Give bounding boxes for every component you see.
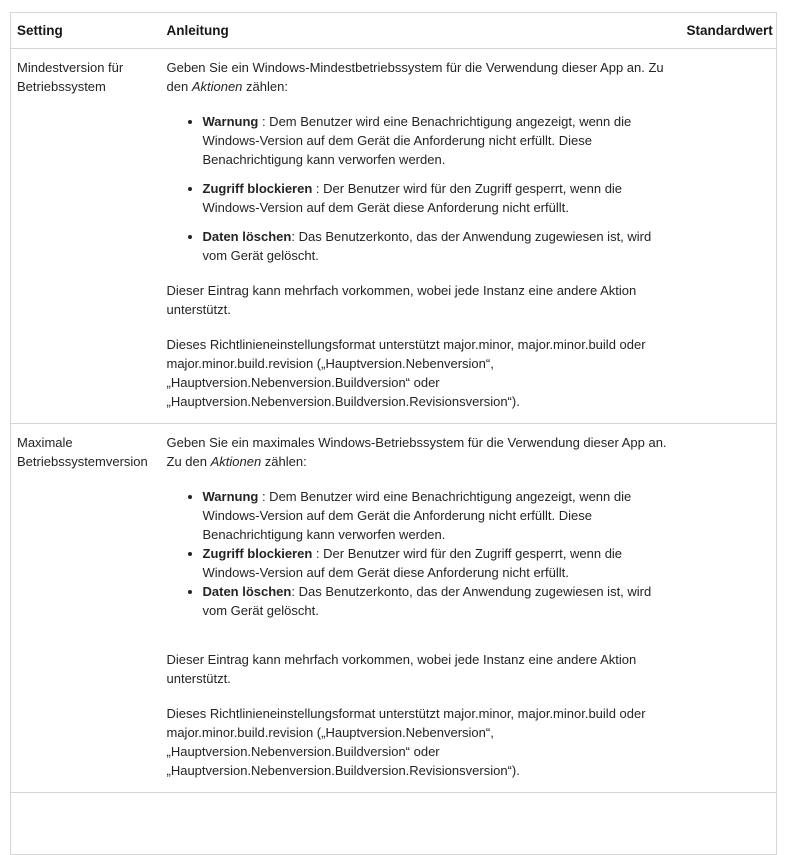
intro-emphasis: Aktionen: [210, 454, 262, 469]
action-description: : Das Benutzerkonto, das der Anwendung zugewiesen ist, wird vom Gerät gelöscht.: [202, 584, 652, 618]
action-label: Daten löschen: [202, 229, 292, 244]
instructions-cell: [161, 424, 681, 793]
column-header-standardwert: Standardwert: [681, 13, 777, 49]
intro-text: Geben Sie ein Windows-Mindestbetriebssystem für die Verwendung dieser App an. Zu den: [166, 60, 664, 94]
intro-text: Geben Sie ein maximales Windows-Betriebssystem für die Verwendung dieser App an. Zu den: [166, 435, 667, 469]
column-header-setting: Setting: [11, 13, 161, 49]
list-item-warnung: [203, 112, 669, 169]
intro-text-end: zählen:: [242, 79, 288, 94]
intro-emphasis: Aktionen: [191, 79, 243, 94]
setting-name: Maximale Betriebssystemversion: [11, 424, 161, 793]
intro-text-end: zählen:: [261, 454, 307, 469]
list-item-warnung: [203, 487, 669, 544]
partial-row-cell: [11, 793, 777, 855]
multiple-instances-paragraph: Dieser Eintrag kann mehrfach vorkommen, wobei jede Instanz eine andere Aktion unterstützt.: [166, 652, 637, 686]
intro-paragraph: [167, 433, 669, 471]
list-item-daten-loeschen: [203, 227, 669, 265]
action-label: Warnung: [202, 114, 259, 129]
format-paragraph: Dieses Richtlinieneinstellungsformat unterstützt major.minor, major.minor.build oder major.minor.build.revision („Hauptversion.Nebenversion“, „Hauptversion.Nebenversion.Buildversion“ oder „Hauptversion.Nebenversion.Buildversion.Revisionsversion“).: [166, 337, 646, 409]
intro-paragraph: [167, 58, 669, 96]
column-header-anleitung: Anleitung: [161, 13, 681, 49]
default-value-cell: [681, 49, 777, 424]
action-label: Daten löschen: [202, 584, 292, 599]
table-header-row: [11, 13, 777, 49]
action-description: : Das Benutzerkonto, das der Anwendung zugewiesen ist, wird vom Gerät gelöscht.: [202, 229, 652, 263]
list-item-zugriff-blockieren: [203, 179, 669, 217]
default-value-cell: [681, 424, 777, 793]
multiple-instances-paragraph: Dieser Eintrag kann mehrfach vorkommen, wobei jede Instanz eine andere Aktion unterstützt.: [166, 283, 637, 317]
action-description: : Der Benutzer wird für den Zugriff gesperrt, wenn die Windows-Version auf dem Gerät diese Anforderung nicht erfüllt.: [202, 546, 623, 580]
list-item-daten-loeschen: [203, 582, 669, 620]
table-row-min-os: [11, 49, 777, 424]
action-label: Warnung: [202, 489, 259, 504]
setting-name: Mindestversion für Betriebssystem: [11, 49, 161, 424]
settings-table: [10, 12, 777, 855]
action-description: : Der Benutzer wird für den Zugriff gesperrt, wenn die Windows-Version auf dem Gerät diese Anforderung nicht erfüllt.: [202, 181, 623, 215]
table-row-max-os: [11, 424, 777, 793]
actions-list: [167, 112, 669, 265]
table-row-partial: [11, 793, 777, 855]
action-description: : Dem Benutzer wird eine Benachrichtigung angezeigt, wenn die Windows-Version auf dem Gerät die Anforderung nicht erfüllt. Diese Benachrichtigung kann verworfen werden.: [202, 114, 632, 167]
action-description: : Dem Benutzer wird eine Benachrichtigung angezeigt, wenn die Windows-Version auf dem Gerät die Anforderung nicht erfüllt. Diese Benachrichtigung kann verworfen werden.: [202, 489, 632, 542]
action-label: Zugriff blockieren: [202, 181, 313, 196]
format-paragraph: Dieses Richtlinieneinstellungsformat unterstützt major.minor, major.minor.build oder major.minor.build.revision („Hauptversion.Nebenversion“, „Hauptversion.Nebenversion.Buildversion“ oder „Hauptversion.Nebenversion.Buildversion.Revisionsversion“).: [166, 706, 646, 778]
action-label: Zugriff blockieren: [202, 546, 313, 561]
actions-list: [167, 487, 669, 620]
list-item-zugriff-blockieren: [203, 544, 669, 582]
instructions-cell: [161, 49, 681, 424]
